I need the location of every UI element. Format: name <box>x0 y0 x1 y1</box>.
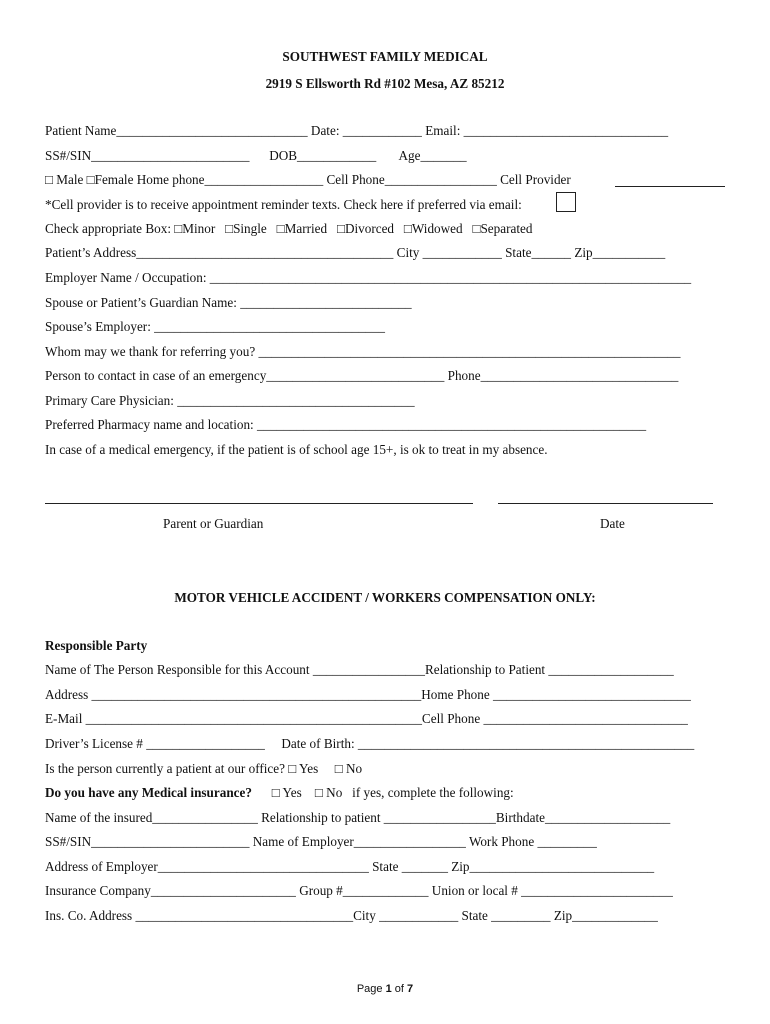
spouse-guardian-line[interactable]: Spouse or Patient’s Guardian Name: __________________________ <box>45 295 412 310</box>
clinic-address: 2919 S Ellsworth Rd #102 Mesa, AZ 85212 <box>265 76 505 91</box>
page-of: of <box>391 983 408 995</box>
mva-heading: MOTOR VEHICLE ACCIDENT / WORKERS COMPENSATION ONLY: <box>174 590 596 605</box>
emergency-contact-line[interactable]: Person to contact in case of an emergency___________________________ Phone______________________________ <box>45 368 679 383</box>
guardian-signature-line[interactable] <box>45 503 473 504</box>
patient-address-line[interactable]: Patient’s Address_______________________________________ City ____________ State______ Zip___________ <box>45 245 666 260</box>
insurance-company-line[interactable]: Insurance Company______________________ Group #_____________ Union or local # _______________________ <box>45 883 673 898</box>
current-patient-line[interactable]: Is the person currently a patient at our office? □ Yes □ No <box>45 761 363 776</box>
signature-date-line[interactable] <box>498 503 713 504</box>
consent-statement: In case of a medical emergency, if the patient is of school age 15+, is ok to treat in my absence. <box>45 442 548 457</box>
responsible-address-line[interactable]: Address __________________________________________________Home Phone ______________________________ <box>45 687 691 702</box>
cell-provider-note: *Cell provider is to receive appointment reminder texts. Check here if preferred via email: <box>45 197 522 212</box>
page-footer <box>0 983 770 995</box>
email-preference-checkbox[interactable] <box>556 192 576 212</box>
drivers-license-line[interactable]: Driver’s License # __________________ Date of Birth: ___________________________________________________ <box>45 736 695 751</box>
spouse-employer-line[interactable]: Spouse’s Employer: ___________________________________ <box>45 319 385 334</box>
clinic-title: SOUTHWEST FAMILY MEDICAL <box>282 49 488 64</box>
guardian-signature-label: Parent or Guardian <box>163 516 264 531</box>
insurance-question: Do you have any Medical insurance? <box>45 785 252 800</box>
page-total: 7 <box>407 983 414 995</box>
page-number: 1 <box>385 983 392 995</box>
responsible-party-heading: Responsible Party <box>45 638 148 653</box>
employer-line[interactable]: Employer Name / Occupation: _________________________________________________________________________ <box>45 270 692 285</box>
patient-name-line[interactable]: Patient Name_____________________________ Date: ____________ Email: _______________________________ <box>45 123 669 138</box>
insurance-options[interactable]: □ Yes □ No if yes, complete the following: <box>251 785 514 800</box>
referral-line[interactable]: Whom may we thank for referring you? ________________________________________________________________ <box>45 344 681 359</box>
primary-care-line[interactable]: Primary Care Physician: ____________________________________ <box>45 393 415 408</box>
employer-address-line[interactable]: Address of Employer________________________________ State _______ Zip____________________________ <box>45 859 655 874</box>
responsible-name-line[interactable]: Name of The Person Responsible for this Account _________________Relationship to Patient ___________________ <box>45 662 674 677</box>
responsible-email-line[interactable]: E-Mail ___________________________________________________Cell Phone _______________________________ <box>45 711 688 726</box>
marital-status-line[interactable]: Check appropriate Box: □Minor □Single □Married □Divorced □Widowed □Separated <box>45 221 533 236</box>
ssn-dob-age-line[interactable]: SS#/SIN________________________ DOB____________ Age_______ <box>45 148 467 163</box>
insured-name-line[interactable]: Name of the insured________________ Relationship to patient _________________Birthdate___________________ <box>45 810 671 825</box>
cell-provider-underline[interactable] <box>615 186 725 187</box>
insurance-address-line[interactable]: Ins. Co. Address _________________________________City ____________ State _________ Zip_____________ <box>45 908 658 923</box>
date-label: Date <box>600 516 625 531</box>
page-prefix: Page <box>356 983 386 995</box>
pharmacy-line[interactable]: Preferred Pharmacy name and location: ___________________________________________________________ <box>45 417 647 432</box>
gender-phone-line[interactable]: □ Male □Female Home phone__________________ Cell Phone_________________ Cell Provider <box>45 172 571 187</box>
insurance-question-line[interactable] <box>45 785 514 801</box>
insured-ssn-line[interactable]: SS#/SIN________________________ Name of Employer_________________ Work Phone _________ <box>45 834 597 849</box>
